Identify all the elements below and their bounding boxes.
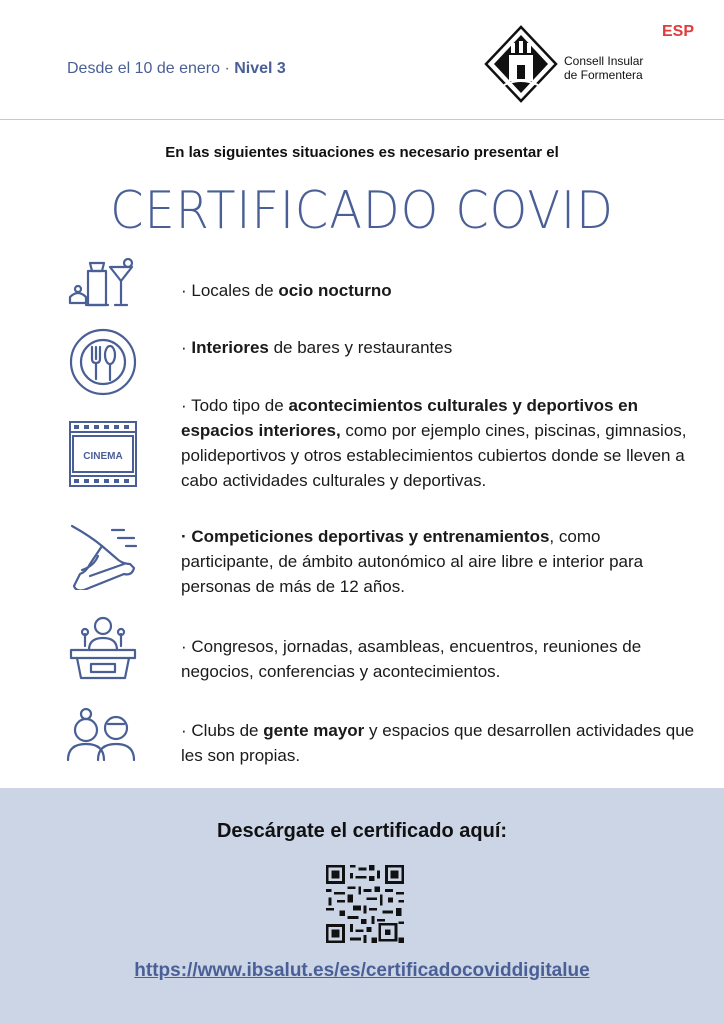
level-text: Nivel 3 (234, 60, 286, 77)
org-line2: de Formentera (564, 68, 643, 82)
download-title: Descárgate el certificado aquí: (216, 820, 508, 842)
item-text: · Interiores de bares y restaurantes (181, 338, 453, 357)
item-text: · Locales de ocio nocturno (181, 281, 392, 300)
header-divider (0, 119, 724, 120)
page-title: CERTIFICADO COVID (110, 181, 614, 241)
speaker-podium-icon (69, 616, 137, 680)
cinema-label: CINEMA (83, 451, 123, 462)
cocktail-icon (66, 255, 138, 311)
item-text: · Competiciones deportivas y entrenamientos, como participante, de ámbito autonómico al aire libre e interior para personas de más de 12 años. (181, 527, 644, 596)
qr-code-icon[interactable] (326, 865, 404, 943)
org-name (564, 54, 643, 82)
date-text: Desde el 10 de enero · (67, 60, 235, 77)
intro-text: En las siguientes situaciones es necesario presentar el (165, 144, 559, 161)
item-text: · Congresos, jornadas, asambleas, encuentros, reuniones de negocios, conferencias y acontecimientos. (181, 637, 642, 681)
item-text: · Todo tipo de acontecimientos culturales y deportivos en espacios interiores, como por ejemplo cines, piscinas, gimnasios, polideportivos y otros establecimientos cubiertos donde se lleven a cabo actividades culturales y deportivas. (181, 396, 687, 490)
consell-formentera-logo-icon (484, 25, 558, 103)
running-shoe-icon (68, 524, 138, 590)
elderly-couple-icon (64, 708, 140, 762)
download-section (0, 788, 724, 1024)
cinema-film-icon (69, 420, 137, 490)
item-text: · Clubs de gente mayor y espacios que desarrollen actividades que les son propias. (181, 721, 695, 765)
date-level-note (67, 60, 286, 78)
language-badge[interactable]: ESP (661, 23, 694, 40)
org-line1: Consell Insular (564, 54, 644, 68)
certificate-link[interactable]: https://www.ibsalut.es/es/certificadocoviddigitalue (134, 960, 590, 981)
header (0, 0, 724, 120)
plate-cutlery-icon (68, 327, 138, 397)
